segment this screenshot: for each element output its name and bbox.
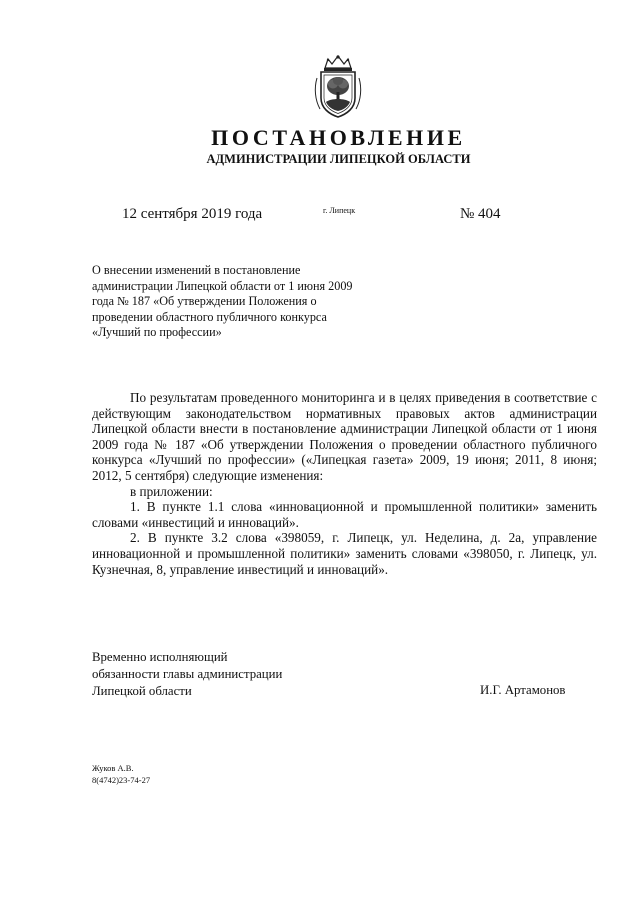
document-title: ПОСТАНОВЛЕНИЕ (211, 125, 466, 150)
signer-line: Липецкой области (92, 684, 192, 698)
document-body (92, 390, 597, 577)
document-city: г. Липецк (323, 206, 356, 215)
footer-contact (92, 762, 150, 786)
document-date: 12 сентября 2019 года (122, 206, 263, 222)
footer-phone: 8(4742)23-74-27 (92, 775, 151, 785)
footer-author: Жуков А.В. (92, 763, 134, 773)
document-subtitle: АДМИНИСТРАЦИИ ЛИПЕЦКОЙ ОБЛАСТИ (206, 152, 471, 166)
body-paragraph: в приложении: (130, 483, 213, 499)
signer-name: И.Г. Артамонов (480, 683, 566, 697)
coat-of-arms-icon (311, 54, 365, 120)
signer-position (92, 649, 282, 700)
signer-line: Временно исполняющий (92, 650, 228, 664)
body-paragraph: 2. В пункте 3.2 слова «398059, г. Липецк, ул. Неделина, д. 2а, управление инновационной и промышленной политики» заменить словами «398050, г. Липецк, ул. Кузнечная, 8, управление инвестиций и инноваций». (92, 530, 597, 577)
body-paragraph: По результатам проведенного мониторинга и в целях приведения в соответствие с действующим законодательством нормативных правовых актов администрации Липецкой области внести в постановление администрации Липецкой области от 1 июня 2009 года № 187 «Об утверждении Положения о проведении областного публичного конкурса «Лучший по профессии» («Липецкая газета» 2009, 19 июня; 2011, 8 июня; 2012, 5 сентября) следующие изменения: (92, 390, 597, 483)
document-number: № 404 (460, 206, 501, 222)
document-subject: О внесении изменений в постановление администрации Липецкой области от 1 июня 2009 года № 187 «Об утверждении Положения о проведении областного публичного конкурса «Лучший по профессии» (92, 263, 353, 339)
body-paragraph: 1. В пункте 1.1 слова «инновационной и промышленной политики» заменить словами «инвестиций и инноваций». (92, 499, 597, 530)
signer-line: обязанности главы администрации (92, 667, 283, 681)
